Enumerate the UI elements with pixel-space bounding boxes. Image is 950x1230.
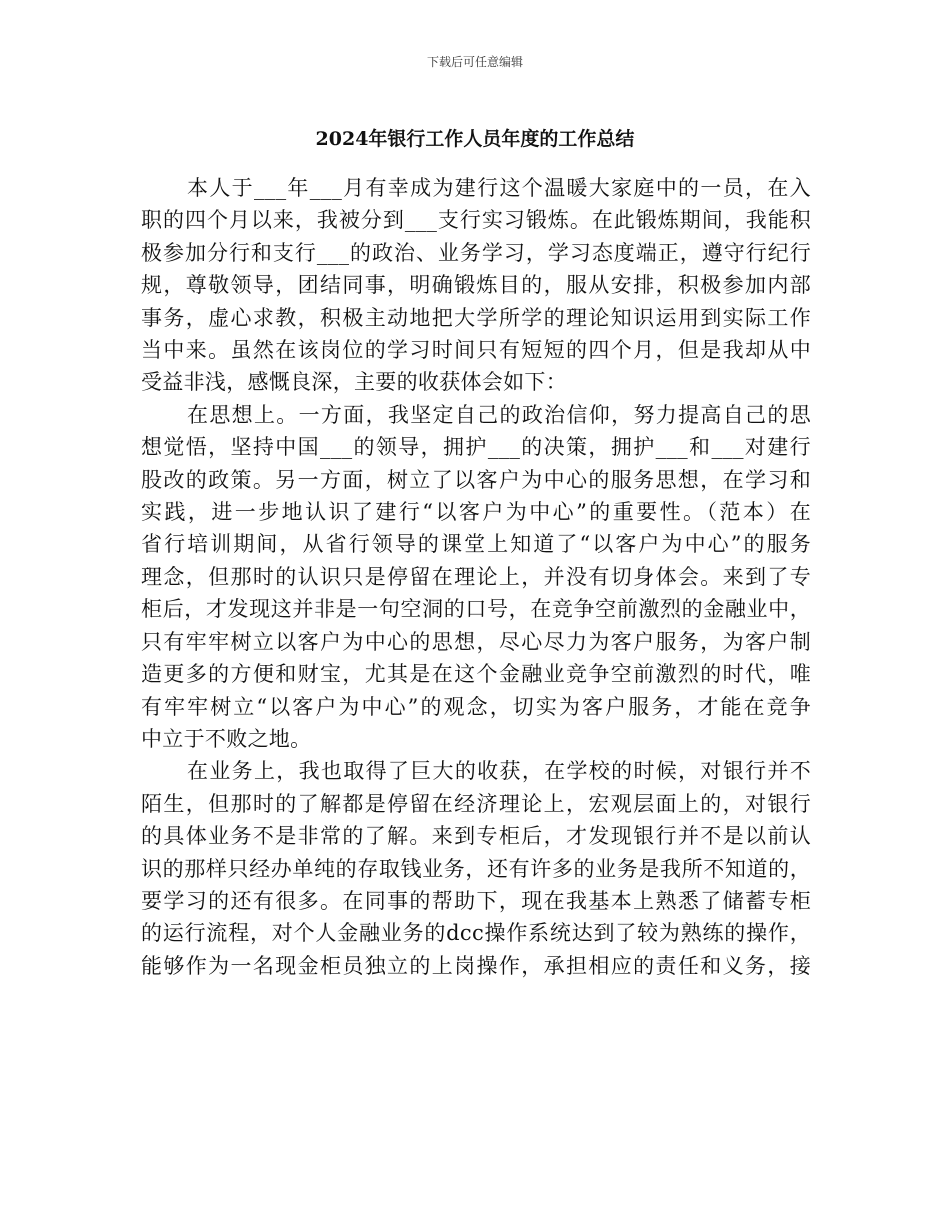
text-line: 想觉悟，坚持中国___的领导，拥护___的决策，拥护___和___对建行 [141,435,811,460]
text-line: 极参加分行和支行___的政治、业务学习，学习态度端正，遵守行纪行 [141,240,811,265]
text-line: 有牢牢树立“以客户为中心”的观念，切实为客户服务，才能在竞争 [141,694,811,719]
document-body [141,172,811,982]
text-line: 的运行流程，对个人金融业务的dcc操作系统达到了较为熟练的操作， [141,921,811,946]
paragraph [141,172,811,399]
text-line: 在思想上。一方面，我坚定自己的政治信仰，努力提高自己的思 [187,402,811,427]
text-line: 能够作为一名现金柜员独立的上岗操作，承担相应的责任和义务，接 [141,953,811,978]
text-line: 省行培训期间，从省行领导的课堂上知道了“以客户为中心”的服务 [141,532,811,557]
text-line: 职的四个月以来，我被分到___支行实习锻炼。在此锻炼期间，我能积 [141,208,811,233]
text-line: 理念，但那时的认识只是停留在理论上，并没有切身体会。来到了专 [141,564,811,589]
text-line: 实践，进一步地认识了建行“以客户为中心”的重要性。（范本）在 [141,500,811,525]
text-line: 中立于不败之地。 [141,726,312,751]
text-line: 柜后，才发现这并非是一句空洞的口号，在竞争空前激烈的金融业中， [141,597,811,622]
text-line: 受益非浅，感慨良深，主要的收获体会如下： [141,370,567,395]
page-header: 下载后可任意编辑 [426,55,523,69]
text-line: 在业务上，我也取得了巨大的收获，在学校的时候，对银行并不 [187,759,811,784]
text-line: 要学习的还有很多。在同事的帮助下，现在我基本上熟悉了储蓄专柜 [141,888,811,913]
text-line: 当中来。虽然在该岗位的学习时间只有短短的四个月，但是我却从中 [141,338,811,363]
paragraph [141,755,811,982]
paragraph [141,399,811,755]
text-line: 规，尊敬领导，团结同事，明确锻炼目的，服从安排，积极参加内部 [141,273,811,298]
text-line: 只有牢牢树立以客户为中心的思想，尽心尽力为客户服务，为客户制 [141,629,811,654]
text-line: 的具体业务不是非常的了解。来到专柜后，才发现银行并不是以前认 [141,824,811,849]
text-line: 造更多的方便和财宝，尤其是在这个金融业竞争空前激烈的时代，唯 [141,662,811,687]
text-line: 识的那样只经办单纯的存取钱业务，还有许多的业务是我所不知道的， [141,856,811,881]
text-line: 陌生，但那时的了解都是停留在经济理论上，宏观层面上的，对银行 [141,791,811,816]
document-title: 2024年银行工作人员年度的工作总结 [315,128,635,150]
text-line: 股改的政策。另一方面，树立了以客户为中心的服务思想，在学习和 [141,467,811,492]
text-line: 本人于___年___月有幸成为建行这个温暖大家庭中的一员，在入 [187,176,811,200]
text-line: 事务，虚心求教，积极主动地把大学所学的理论知识运用到实际工作 [141,305,811,330]
